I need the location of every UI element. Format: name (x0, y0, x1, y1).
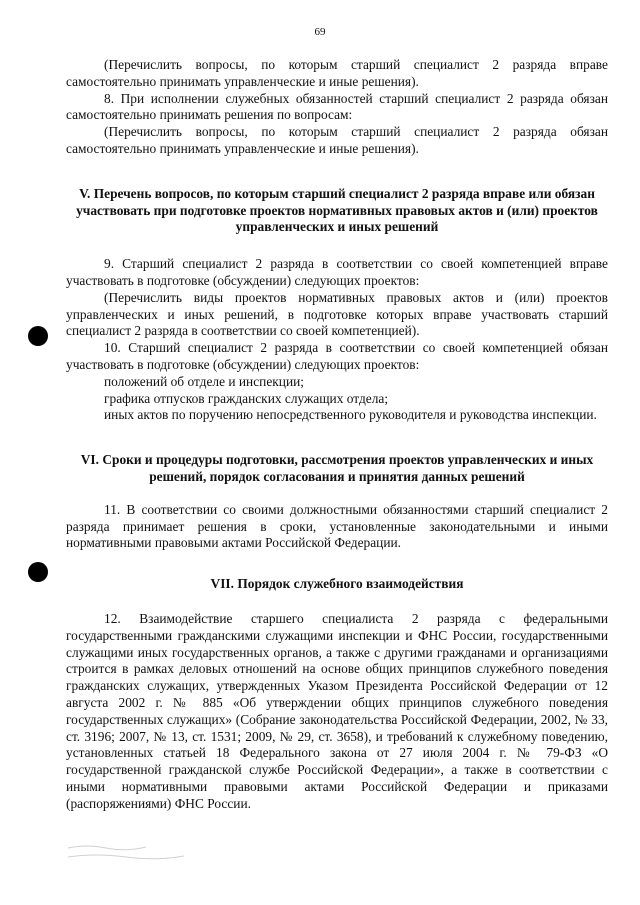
paragraph: (Перечислить вопросы, по которым старший специалист 2 разряда обязан самостоятельно принимать управленческие и иные решения). (66, 124, 608, 156)
section-heading-vi: VI. Сроки и процедуры подготовки, рассмотрения проектов управленческих и иных решений, порядок согласования и принятия данных решений (80, 452, 594, 484)
document-body (66, 57, 608, 812)
stamp-scribble (66, 842, 186, 862)
section-heading-v: V. Перечень вопросов, по которым старший специалист 2 разряда вправе или обязан участвовать при подготовке проектов нормативных правовых актов и (или) проектов управленческих и иных решений (76, 185, 598, 235)
list-item: положений об отделе и инспекции; (104, 373, 304, 389)
paragraph-item-8: 8. При исполнении служебных обязанностей старший специалист 2 разряда обязан самостоятельно принимать решения по вопросам: (66, 90, 608, 123)
paragraph: (Перечислить виды проектов нормативных правовых актов и (или) проектов управленческих и иных решений, в подготовке которых вправе участвовать старший специалист 2 разряда в соответствии со своей компетенцией). (66, 289, 608, 339)
list-item: графика отпусков гражданских служащих отдела; (104, 390, 389, 406)
punch-hole (28, 326, 48, 346)
list-item: иных актов по поручению непосредственного руководителя и руководства инспекции. (104, 407, 597, 423)
paragraph-item-12: 12. Взаимодействие старшего специалиста 2 разряда с федеральными государственными гражданскими служащими инспекции и ФНС России, государственными служащими иных государственных органов, а также с другими гражданами и организациями строится в рамках деловых отношений на основе общих принципов служебного поведения гражданских служащих, утвержденных Указом Президента Российской Федерации от 12 августа 2002 г. № 885 «Об утверждении общих принципов служебного поведения государственных служащих» (Собрание законодательства Российской Федерации, 2002, № 33, ст. 3196; 2007, № 13, ст. 1531; 2009, № 29, ст. 3658), и требований к служебному поведению, установленных статьей 18 Федерального закона от 27 июля 2004 г. № 79-ФЗ «О государственной гражданской службе Российской Федерации», а также в соответствии с иными нормативными правовыми актами Российской Федерации и приказами (распоряжениями) ФНС России. (66, 610, 608, 811)
page-number: 69 (314, 26, 326, 38)
paragraph-item-11: 11. В соответствии со своими должностными обязанностями старший специалист 2 разряда принимает решения в сроки, установленные законодательными и иными нормативными правовыми актами Российской Федерации. (66, 501, 608, 551)
paragraph-item-9: 9. Старший специалист 2 разряда в соответствии со своей компетенцией вправе участвовать в подготовке (обсуждении) следующих проектов: (66, 256, 608, 288)
paragraph-item-10: 10. Старший специалист 2 разряда в соответствии со своей компетенцией обязан участвовать в подготовке (обсуждении) следующих проектов: (66, 340, 608, 372)
section-heading-vii: VII. Порядок служебного взаимодействия (210, 576, 464, 592)
faint-stamp-mark (66, 842, 186, 865)
paragraph: (Перечислить вопросы, по которым старший специалист 2 разряда вправе самостоятельно принимать управленческие и иные решения). (66, 57, 608, 89)
punch-hole (28, 562, 48, 582)
